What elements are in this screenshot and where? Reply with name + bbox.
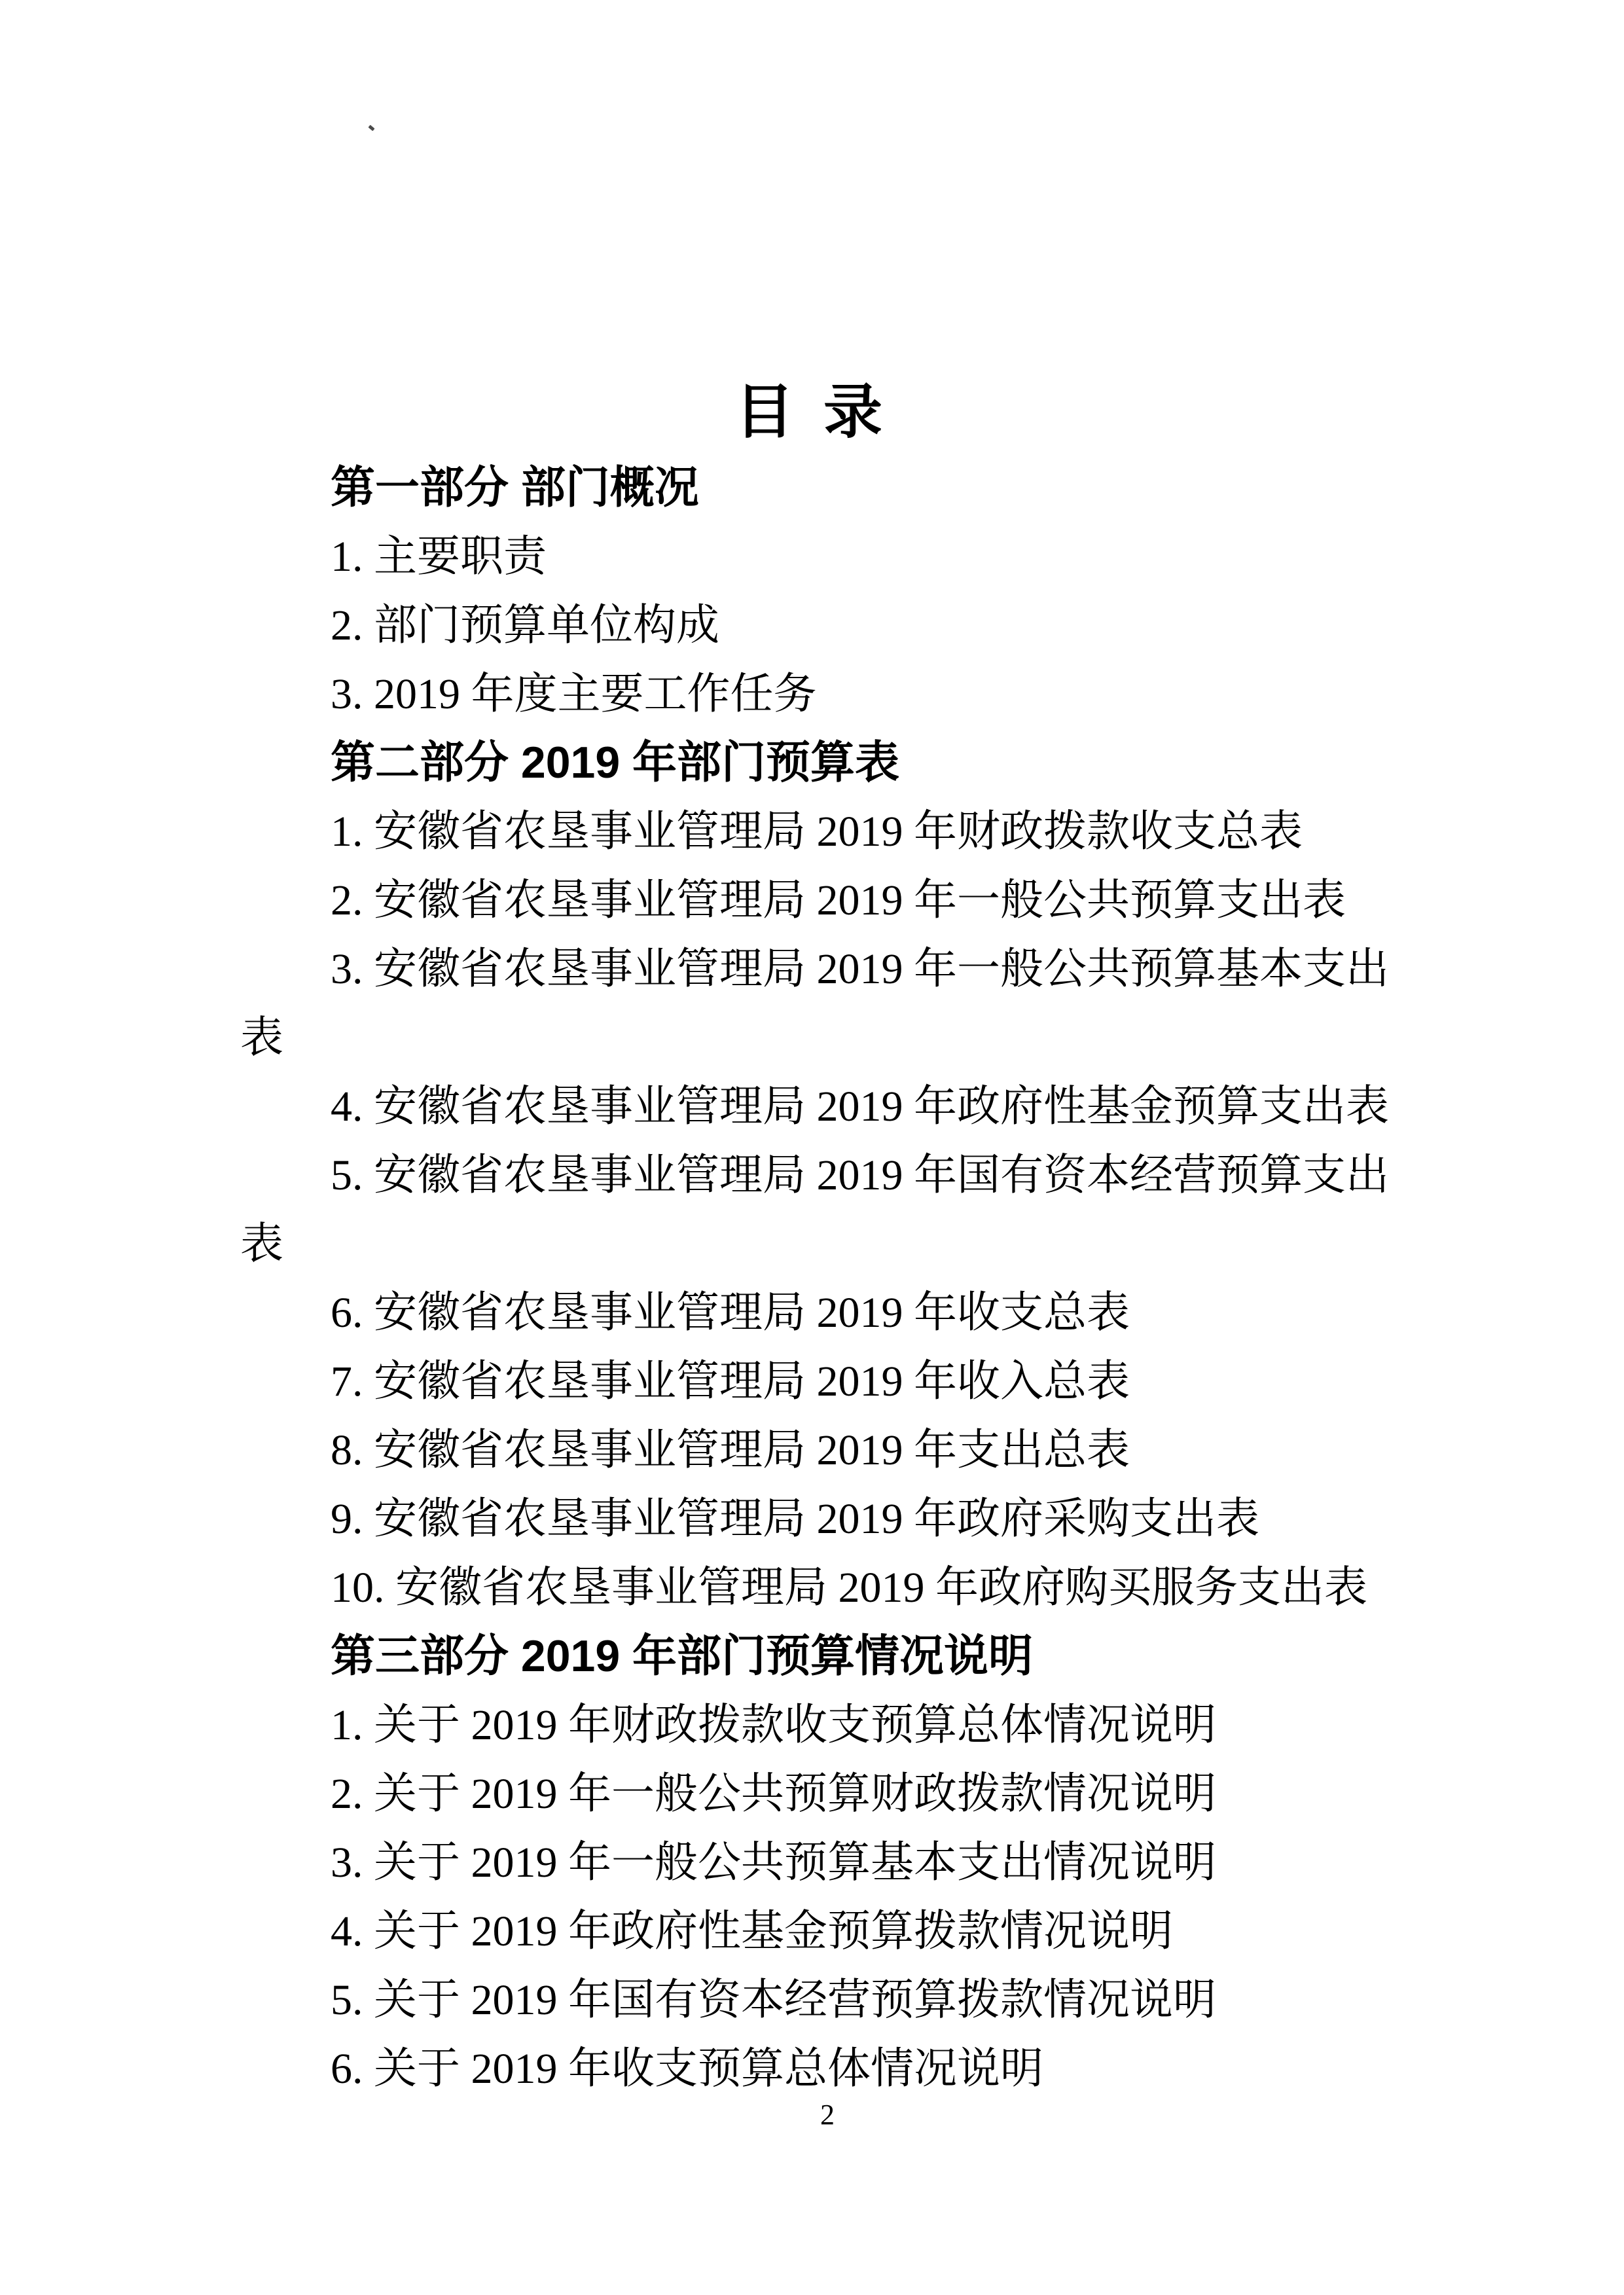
toc-item: 6. 安徽省农垦事业管理局 2019 年收支总表	[331, 1289, 1130, 1337]
section-heading: 第二部分 2019 年部门预算表	[331, 738, 900, 787]
page-title: 目 录	[734, 380, 889, 445]
toc-item: 2. 部门预算单位构成	[331, 602, 719, 649]
toc-item: 2. 关于 2019 年一般公共预算财政拨款情况说明	[331, 1770, 1216, 1818]
toc-item: 10. 安徽省农垦事业管理局 2019 年政府购买服务支出表	[331, 1564, 1367, 1612]
page-number: 2	[820, 2099, 835, 2131]
toc-item: 4. 关于 2019 年政府性基金预算拨款情况说明	[331, 1907, 1173, 1955]
toc-item: 8. 安徽省农垦事业管理局 2019 年支出总表	[331, 1426, 1130, 1474]
toc-item-continuation: 表	[240, 1220, 283, 1268]
toc-item: 2. 安徽省农垦事业管理局 2019 年一般公共预算支出表	[331, 876, 1346, 924]
toc-item: 5. 关于 2019 年国有资本经营预算拨款情况说明	[331, 1976, 1216, 2024]
toc-item: 3. 关于 2019 年一般公共预算基本支出情况说明	[331, 1839, 1216, 1887]
toc-item: 9. 安徽省农垦事业管理局 2019 年政府采购支出表	[331, 1495, 1259, 1543]
toc-content	[240, 454, 1389, 2103]
toc-item: 5. 安徽省农垦事业管理局 2019 年国有资本经营预算支出	[331, 1151, 1389, 1199]
toc-item: 3. 2019 年度主要工作任务	[331, 670, 817, 718]
section-heading: 第三部分 2019 年部门预算情况说明	[331, 1631, 1034, 1681]
toc-item: 1. 安徽省农垦事业管理局 2019 年财政拨款收支总表	[331, 808, 1303, 856]
toc-item: 1. 主要职责	[331, 533, 547, 581]
toc-item: 7. 安徽省农垦事业管理局 2019 年收入总表	[331, 1358, 1130, 1405]
scan-artifact-speck	[368, 125, 374, 132]
toc-item: 3. 安徽省农垦事业管理局 2019 年一般公共预算基本支出	[331, 945, 1389, 993]
toc-item: 4. 安徽省农垦事业管理局 2019 年政府性基金预算支出表	[331, 1083, 1389, 1130]
toc-item: 6. 关于 2019 年收支预算总体情况说明	[331, 2045, 1043, 2093]
toc-item: 1. 关于 2019 年财政拨款收支预算总体情况说明	[331, 1701, 1216, 1749]
toc-item-continuation: 表	[240, 1014, 283, 1062]
section-heading: 第一部分 部门概况	[331, 463, 699, 513]
